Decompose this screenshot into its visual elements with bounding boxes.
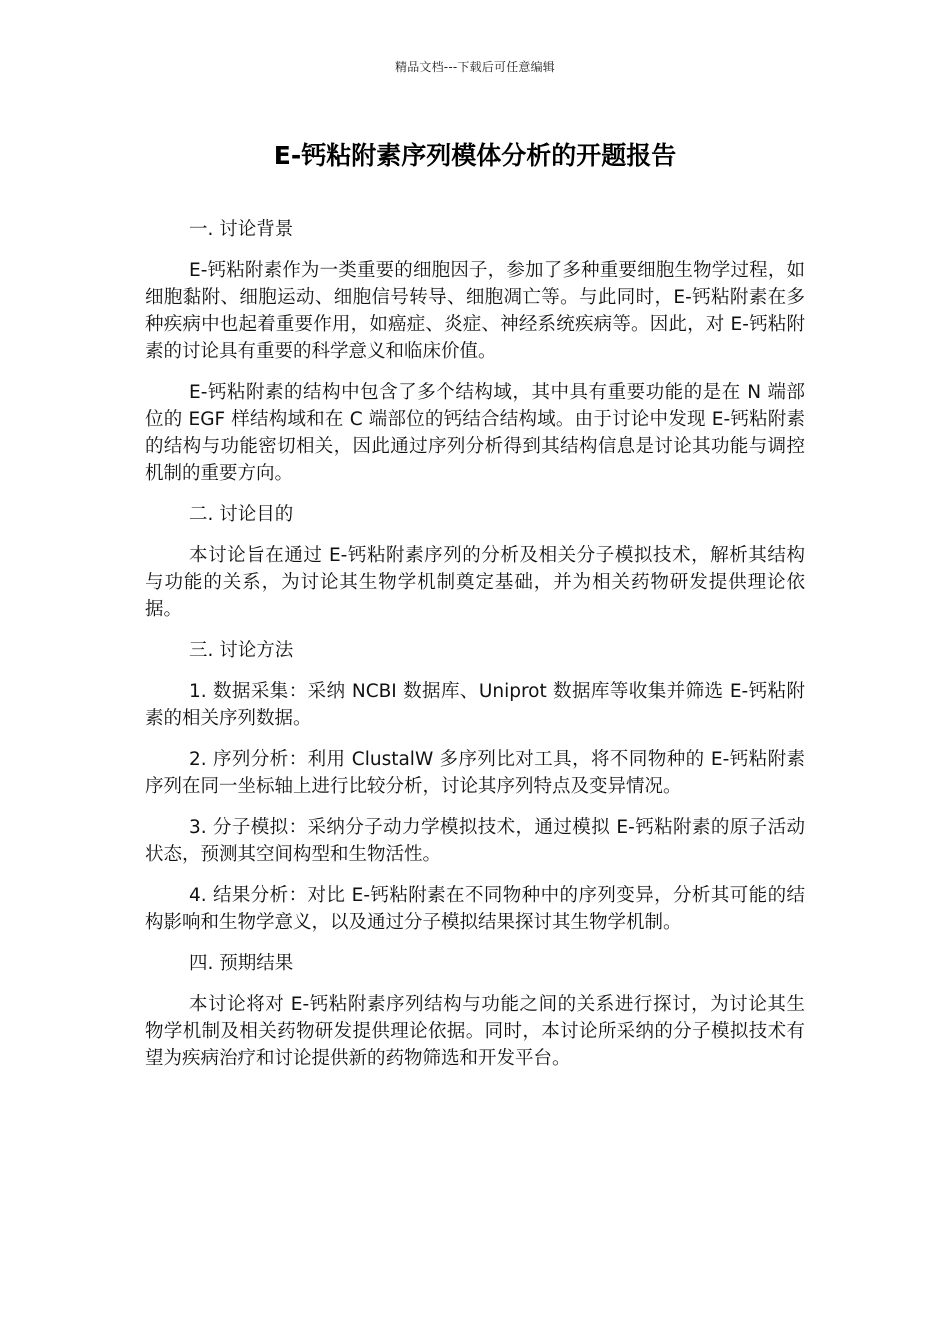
section-heading-aim: 二. 讨论目的 (189, 504, 294, 525)
paragraph-expected-1: 本讨论将对 E-钙粘附素序列结构与功能之间的关系进行探讨，为讨论其生物学机制及相关药物研发提供理论依据。同时，本讨论所采纳的分子模拟技术有望为疾病治疗和讨论提供新的药物筛选和开发平台。 (145, 994, 805, 1069)
method-item-4: 4. 结果分析：对比 E-钙粘附素在不同物种中的序列变异，分析其可能的结构影响和生物学意义，以及通过分子模拟结果探讨其生物学机制。 (145, 885, 805, 933)
section-heading-expected: 四. 预期结果 (189, 953, 294, 974)
header-note: 精品文档---下载后可任意编辑 (395, 60, 555, 74)
paragraph-background-2: E-钙粘附素的结构中包含了多个结构域，其中具有重要功能的是在 N 端部位的 EGF 样结构域和在 C 端部位的钙结合结构域。由于讨论中发现 E-钙粘附素的结构与功能密切相关，因此通过序列分析得到其结构信息是讨论其功能与调控机制的重要方向。 (145, 382, 805, 484)
document-title: E-钙粘附素序列模体分析的开题报告 (273, 141, 677, 170)
document-body (145, 216, 805, 1086)
paragraph-background-1: E-钙粘附素作为一类重要的细胞因子，参加了多种重要细胞生物学过程，如细胞黏附、细胞运动、细胞信号转导、细胞凋亡等。与此同时，E-钙粘附素在多种疾病中也起着重要作用，如癌症、炎症、神经系统疾病等。因此，对 E-钙粘附素的讨论具有重要的科学意义和临床价值。 (145, 260, 805, 362)
method-item-3: 3. 分子模拟：采纳分子动力学模拟技术，通过模拟 E-钙粘附素的原子活动状态，预测其空间构型和生物活性。 (145, 817, 805, 865)
method-item-1: 1. 数据采集：采纳 NCBI 数据库、Uniprot 数据库等收集并筛选 E-钙粘附素的相关序列数据。 (145, 681, 805, 729)
section-heading-background: 一. 讨论背景 (189, 219, 294, 240)
method-item-2: 2. 序列分析：利用 ClustalW 多序列比对工具，将不同物种的 E-钙粘附素序列在同一坐标轴上进行比较分析，讨论其序列特点及变异情况。 (145, 749, 805, 797)
section-heading-method: 三. 讨论方法 (189, 640, 294, 661)
paragraph-aim-1: 本讨论旨在通过 E-钙粘附素序列的分析及相关分子模拟技术，解析其结构与功能的关系，为讨论其生物学机制奠定基础，并为相关药物研发提供理论依据。 (145, 545, 805, 620)
